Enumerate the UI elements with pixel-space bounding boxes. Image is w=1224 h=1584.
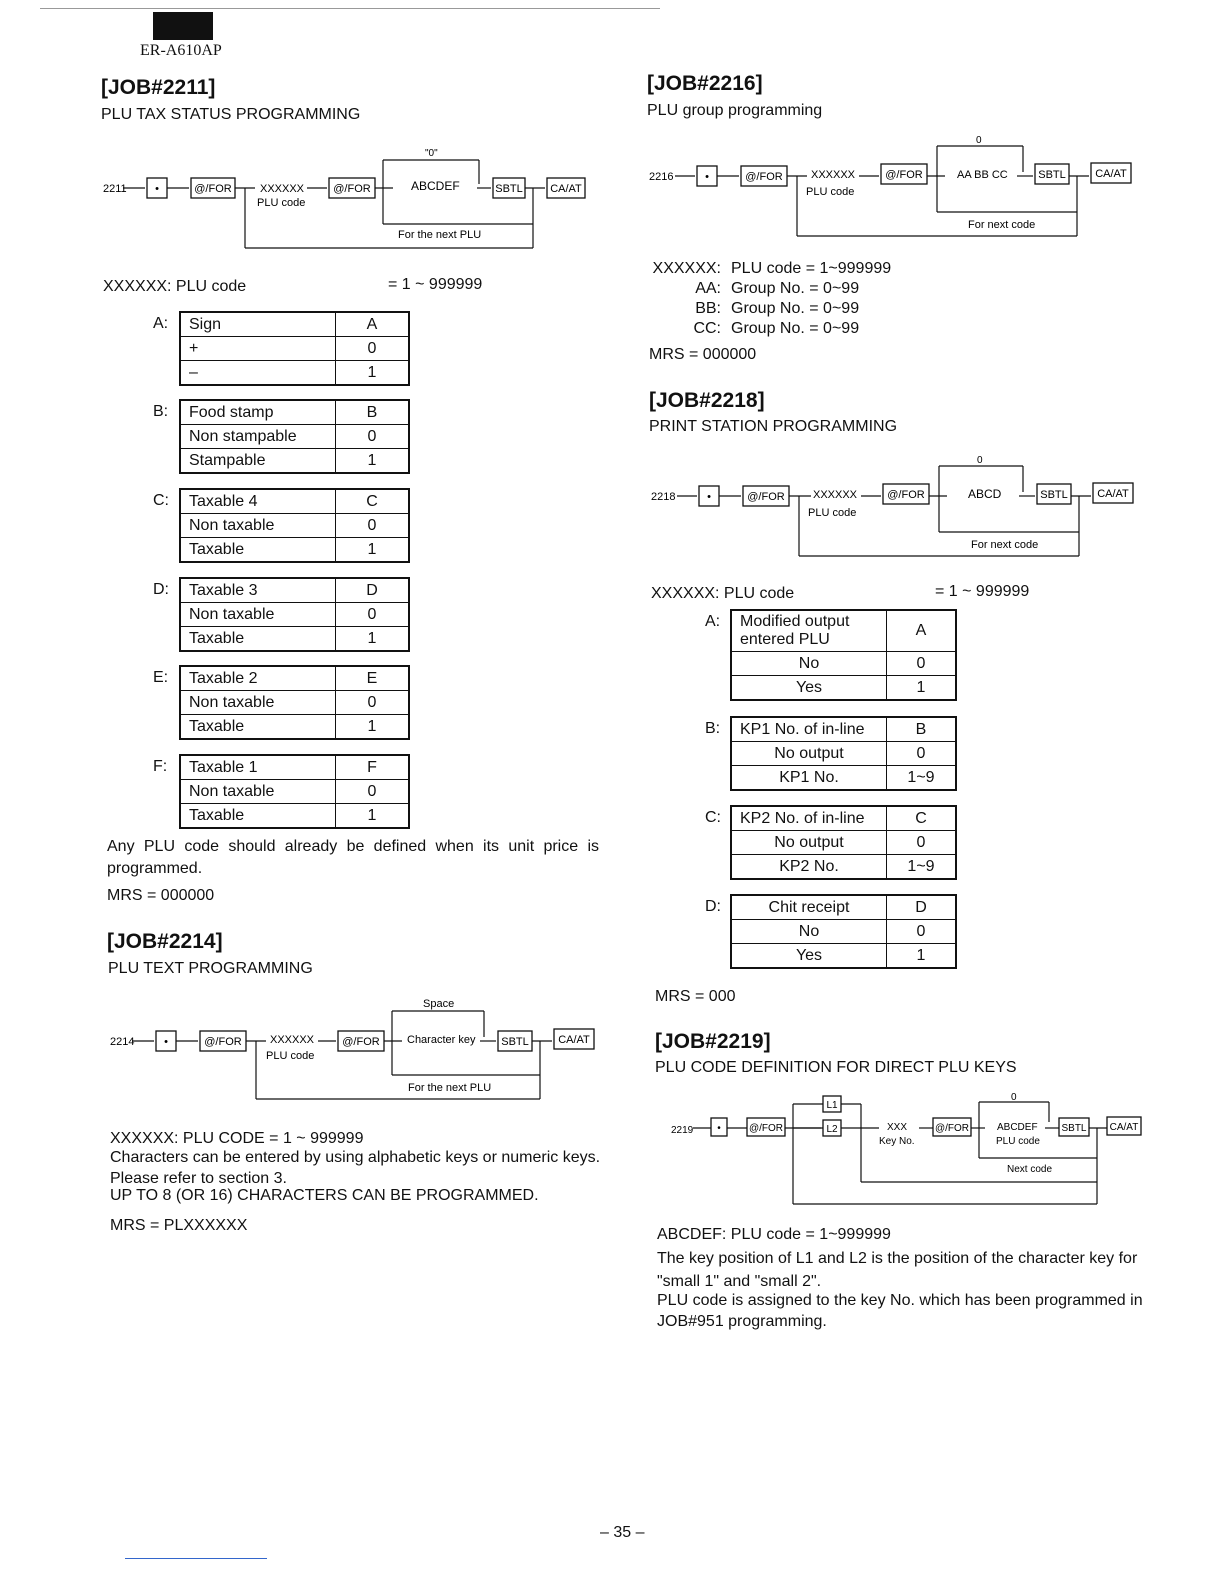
job2214-line4: UP TO 8 (OR 16) CHARACTERS CAN BE PROGRAMMED. [110,1187,539,1204]
job2216-mrs: MRS = 000000 [649,346,757,363]
table-cell-value: 1 [336,715,410,740]
xxx-label: XXX [887,1122,908,1133]
table-row [180,449,409,474]
job-code: 2211 [103,183,127,195]
table-cell-label: + [180,337,336,361]
table-cell-label: KP1 No. [731,766,887,791]
for-key-2-label: @/FOR [333,183,371,195]
option-table [179,399,410,474]
table-cell-label: Yes [731,676,887,701]
loop-label: For next code [971,539,1039,551]
xx-label: XXXXXX [811,169,856,181]
space-label: Space [423,998,455,1010]
table-cell-value: C [887,806,957,831]
job2218-title: [JOB#2218] [649,389,765,412]
plu-code-label: PLU code [266,1050,315,1062]
job2218-plu-line: XXXXXX: PLU code [651,585,795,602]
table-cell-value: B [887,717,957,742]
table-cell-label: No [731,920,887,944]
table-letter: D: [153,581,169,598]
def-value: Group No. = 0~99 [731,280,860,297]
loop-label: For the next PLU [398,229,482,241]
table-row [180,361,409,386]
job2219-line2: The key position of L1 and L2 is the position of the character key for [657,1250,1138,1267]
caat-key-label: CA/AT [1095,168,1127,180]
table-cell-value: 1~9 [887,766,957,791]
aabbcc-label: AA BB CC [957,169,1008,181]
job2216-subtitle: PLU group programming [647,102,823,119]
table-row [731,610,956,652]
table-row [180,337,409,361]
table-cell-value: D [336,578,410,603]
job-code: 2214 [110,1036,135,1048]
table-cell-label: Non stampable [180,425,336,449]
table-cell-label: Modified output entered PLU [731,610,887,652]
table-cell-label: Taxable [180,538,336,563]
table-cell-value: 1 [336,804,410,829]
table-cell-label: Yes [731,944,887,969]
zero-label: 0 [1011,1092,1017,1103]
job2211-flow-diagram [95,140,605,255]
sbtl-key-label: SBTL [501,1036,529,1048]
def-value: Group No. = 0~99 [731,320,860,337]
table-letter: D: [705,898,721,915]
table-cell-value: 1 [336,627,410,652]
table-cell-value: 0 [336,691,410,715]
table-row [731,855,956,880]
option-table [179,665,410,740]
table-cell-value: 0 [336,337,410,361]
table-row [180,578,409,603]
sbtl-key-label: SBTL [1040,489,1068,501]
table-cell-value: 0 [336,603,410,627]
job2219-subtitle: PLU CODE DEFINITION FOR DIRECT PLU KEYS [655,1059,1017,1076]
job-code: 2219 [671,1125,694,1136]
def-key: AA: [695,280,721,297]
table-cell-value: B [336,400,410,425]
job2216-flow-diagram [645,132,1145,242]
table-cell-label: Non taxable [180,691,336,715]
option-table [179,754,410,829]
job2219-title: [JOB#2219] [655,1030,771,1053]
table-row [180,780,409,804]
table-row [180,603,409,627]
table-cell-label: Non taxable [180,514,336,538]
table-letter: F: [153,758,168,775]
dot-key-label: • [164,1036,168,1048]
job2219-flow-diagram [665,1088,1155,1208]
table-cell-value: 0 [887,920,957,944]
option-table [730,716,957,791]
table-row [731,944,956,969]
header-black-block [153,12,213,40]
l2-key-label: L2 [826,1124,838,1135]
table-cell-value: 1 [887,944,957,969]
job2211-mrs: MRS = 000000 [107,887,215,904]
for-key-2-label: @/FOR [342,1036,380,1048]
table-cell-label: Taxable [180,804,336,829]
option-table [179,488,410,563]
def-key: XXXXXX: [652,260,721,277]
table-cell-value: 0 [336,514,410,538]
job2211-title: [JOB#2211] [101,76,216,99]
table-row [731,920,956,944]
table-cell-label: Taxable 3 [180,578,336,603]
option-table [730,805,957,880]
table-row [180,538,409,563]
table-cell-label: Taxable 4 [180,489,336,514]
table-letter: C: [705,809,721,826]
table-letter: E: [153,669,169,686]
job2214-subtitle: PLU TEXT PROGRAMMING [108,960,313,977]
option-table [179,311,410,386]
table-row [180,425,409,449]
table-cell-label: Non taxable [180,780,336,804]
sbtl-key-label: SBTL [495,183,523,195]
job2211-subtitle: PLU TAX STATUS PROGRAMMING [101,106,361,123]
job2214-flow-diagram [100,995,610,1105]
table-cell-value: 1 [336,449,410,474]
caat-key-label: CA/AT [1109,1122,1139,1133]
table-letter: B: [705,720,721,737]
table-cell-value: 0 [336,425,410,449]
table-row [180,691,409,715]
job2211-note-line1: Any PLU code should already be defined when its unit price is [107,838,599,855]
table-cell-value: 0 [887,652,957,676]
plu-code-label: PLU code [257,197,306,209]
keyno-label: Key No. [879,1136,915,1147]
table-row [180,312,409,337]
job2218-flow-diagram [645,452,1145,564]
abcdef-label: ABCDEF [411,179,460,193]
for-key-2-label: @/FOR [885,169,923,181]
def-key: CC: [693,320,721,337]
table-cell-value: 1 [336,538,410,563]
abcd-label: ABCD [968,487,1002,501]
for-key-label: @/FOR [204,1036,242,1048]
job-code: 2218 [651,491,676,503]
model-name: ER-A610AP [140,42,222,59]
for-key-label: @/FOR [747,491,785,503]
dot-key-label: • [155,183,159,195]
job2218-plu-range: = 1 ~ 999999 [935,583,1030,600]
table-cell-label: Food stamp [180,400,336,425]
xx-label: XXXXXX [270,1034,315,1046]
loop-label: For the next PLU [408,1082,492,1094]
table-cell-value: 1 [336,361,410,386]
table-row [731,806,956,831]
table-cell-label: Taxable 1 [180,755,336,780]
table-row [180,666,409,691]
caat-key-label: CA/AT [558,1034,590,1046]
table-letter: B: [153,403,169,420]
top-rule [40,8,660,9]
table-row [731,717,956,742]
job2214-mrs: MRS = PLXXXXXX [110,1217,248,1234]
for-key-label: @/FOR [745,171,783,183]
table-cell-label: Chit receipt [731,895,887,920]
table-cell-label: Taxable [180,627,336,652]
option-table [730,609,957,701]
job2218-subtitle: PRINT STATION PROGRAMMING [649,418,898,435]
table-cell-label: No output [731,742,887,766]
job2216-title: [JOB#2216] [647,72,763,95]
table-cell-value: F [336,755,410,780]
def-value: PLU code = 1~999999 [731,260,892,277]
table-cell-value: C [336,489,410,514]
for-key-2-label: @/FOR [934,1123,970,1134]
table-cell-label: Stampable [180,449,336,474]
zero-label: 0 [976,135,982,146]
job2214-line1: XXXXXX: PLU CODE = 1 ~ 999999 [110,1130,364,1147]
table-row [180,400,409,425]
caat-key-label: CA/AT [550,183,582,195]
table-row [731,742,956,766]
l1-key-label: L1 [826,1100,838,1111]
plu-code-label: PLU code [996,1136,1040,1147]
dot-key-label: • [707,491,711,503]
xx-label: XXXXXX [813,489,858,501]
xx-label: XXXXXX [260,183,305,195]
job-code: 2216 [649,171,674,183]
table-row [731,652,956,676]
job2211-plu-line: XXXXXX: PLU code [103,278,247,295]
plu-code-label: PLU code [806,186,855,198]
table-row [731,766,956,791]
option-table [730,894,957,969]
job2219-line4: PLU code is assigned to the key No. which has been programmed in [657,1292,1143,1309]
table-cell-label: Non taxable [180,603,336,627]
table-cell-label: Taxable 2 [180,666,336,691]
table-cell-value: E [336,666,410,691]
table-letter: A: [153,315,169,332]
job2219-line1: ABCDEF: PLU code = 1~999999 [657,1226,891,1243]
table-cell-label: – [180,361,336,386]
dot-key-label: • [717,1123,721,1134]
sbtl-key-label: SBTL [1061,1123,1087,1134]
table-cell-label: KP1 No. of in-line [731,717,887,742]
for-key-label: @/FOR [194,183,232,195]
job2219-line3: "small 1" and "small 2". [657,1273,822,1290]
zero-label: 0 [977,455,983,466]
table-cell-value: 1~9 [887,855,957,880]
table-cell-label: KP2 No. [731,855,887,880]
caat-key-label: CA/AT [1097,488,1129,500]
table-cell-value: 0 [887,831,957,855]
table-cell-value: A [887,610,957,652]
dot-key-label: • [705,171,709,183]
table-row [180,514,409,538]
zero-label: "0" [425,148,438,159]
table-row [180,627,409,652]
table-cell-label: Sign [180,312,336,337]
table-row [731,895,956,920]
job2211-plu-range: = 1 ~ 999999 [388,276,483,293]
for-key-2-label: @/FOR [887,489,925,501]
sbtl-key-label: SBTL [1038,169,1066,181]
loop-label: For next code [968,219,1036,231]
table-cell-value: 0 [336,780,410,804]
option-table [179,577,410,652]
job2214-line3: Please refer to section 3. [110,1170,287,1187]
table-letter: C: [153,492,169,509]
table-cell-label: Taxable [180,715,336,740]
job2214-title: [JOB#2214] [107,930,223,953]
table-cell-label: No output [731,831,887,855]
table-cell-value: A [336,312,410,337]
bottom-rule [125,1558,267,1559]
plu-code-label: PLU code [808,507,857,519]
abcdef-label: ABCDEF [997,1122,1038,1133]
table-row [180,489,409,514]
table-cell-label: KP2 No. of in-line [731,806,887,831]
table-row [731,676,956,701]
table-letter: A: [705,613,721,630]
table-row [731,831,956,855]
table-cell-label: No [731,652,887,676]
charkey-label: Character key [407,1034,476,1046]
table-row [180,755,409,780]
job2218-mrs: MRS = 000 [655,988,736,1005]
job2211-note-line2: programmed. [107,860,203,877]
table-cell-value: D [887,895,957,920]
def-value: Group No. = 0~99 [731,300,860,317]
def-key: BB: [695,300,721,317]
table-cell-value: 1 [887,676,957,701]
table-cell-value: 0 [887,742,957,766]
page-number: – 35 – [600,1524,645,1541]
job2219-line5: JOB#951 programming. [657,1313,827,1330]
table-row [180,804,409,829]
table-row [180,715,409,740]
for-key-label: @/FOR [748,1123,784,1134]
job2214-line2: Characters can be entered by using alphabetic keys or numeric keys. [110,1149,601,1166]
loop-label: Next code [1007,1164,1053,1175]
